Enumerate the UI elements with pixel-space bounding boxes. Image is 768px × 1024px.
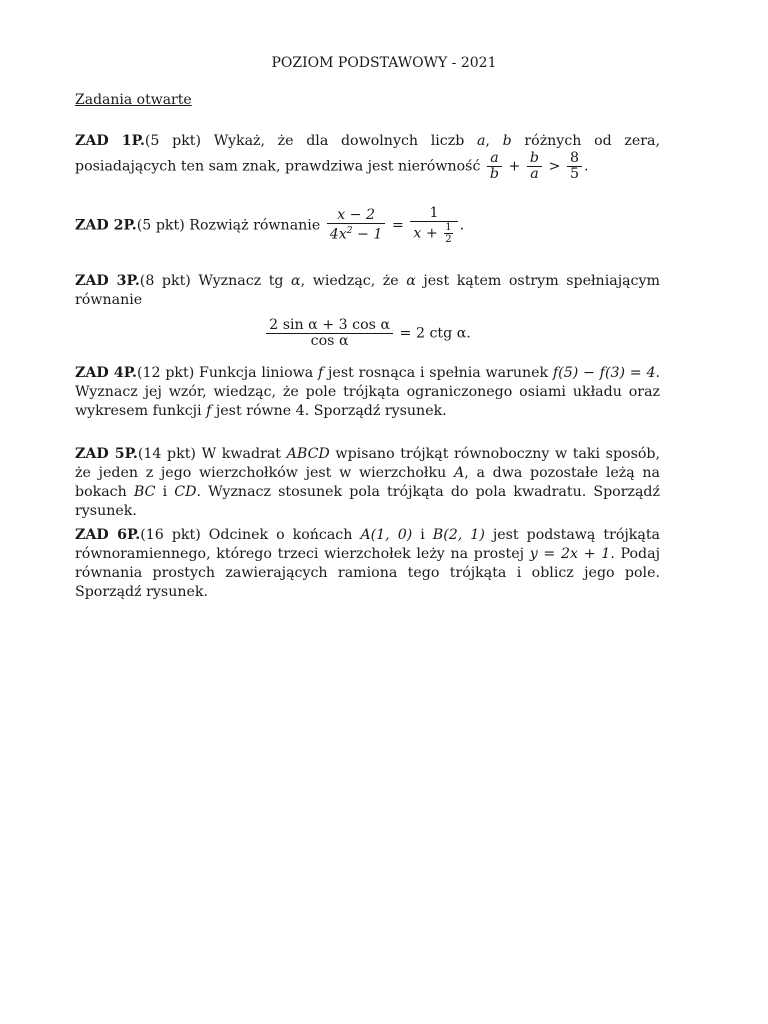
fraction: $\frac{8}{5}$: [567, 151, 582, 182]
task-4: ZAD 4P.(12 pkt) Funkcja liniowa f jest rosnąca i spełnia warunek f(5) − f(3) = 4. Wyznacz jej wzór, wiedząc, że pole trójkąta ograniczonego osiami układu oraz wykresem funkcji f jest równe 4. Sporządź rysunek.: [75, 365, 660, 419]
task-5: ZAD 5P.(14 pkt) W kwadrat ABCD wpisano trójkąt równoboczny w taki sposób, że jeden z jego wierzchołków jest w wierzchołku A, a dwa pozostałe leżą na bokach BC i CD. Wyznacz stosunek pola trójkąta do pola kwadratu. Sporządź rysunek.: [75, 446, 660, 519]
task-points: (5 pkt): [136, 217, 185, 234]
fraction: 1 x + $\frac{1}{2}$: [410, 206, 457, 245]
task-label: ZAD 4P.: [75, 365, 137, 381]
task-points: (12 pkt): [137, 365, 195, 381]
task-label: ZAD 3P.: [75, 273, 140, 289]
fraction: $\frac{x - 2}{4x^2 - 1}$: [327, 208, 386, 243]
task-1: ZAD 1P.(5 pkt) Wykaż, że dla dowolnych liczb a, b różnych od zera, posiadających ten sam znak, prawdziwa jest nierówność $\frac{a}{b}$ + $\frac{b}{a}$ > $\frac{8}{5}$ .: [75, 133, 660, 182]
task-2: ZAD 2P.(5 pkt) Rozwiąż równanie $\frac{x - 2}{4x^2 - 1}$ = 1 x + $\frac{1}{2}$ .: [75, 205, 465, 245]
task-label: ZAD 5P.: [75, 446, 138, 462]
task-points: (14 pkt): [137, 446, 196, 462]
page-title: POZIOM PODSTAWOWY - 2021: [271, 55, 497, 71]
task-label: ZAD 2P.: [75, 217, 137, 234]
task-points: (8 pkt): [139, 273, 191, 289]
task-label: ZAD 6P.: [75, 527, 141, 543]
section-title: Zadania otwarte: [75, 92, 192, 108]
fraction: $\frac{\text{2 sin α + 3 cos α}}{\text{cos α}}$: [266, 318, 393, 349]
task-3: ZAD 3P.(8 pkt) Wyznacz tg α, wiedząc, że α jest kątem ostrym spełniającym równanie $\frac{\text{2 sin α + 3 cos α}}{\text{cos α}}$ = 2 ctg α.: [75, 273, 660, 349]
fraction: $\frac{b}{a}$: [527, 151, 542, 182]
fraction-half: $\frac{1}{2}$: [445, 222, 452, 245]
display-equation: $\frac{\text{2 sin α + 3 cos α}}{\text{cos α}}$ = 2 ctg α.: [75, 318, 660, 349]
task-points: (5 pkt): [144, 133, 202, 149]
fraction: $\frac{a}{b}$: [487, 151, 502, 182]
task-6: ZAD 6P.(16 pkt) Odcinek o końcach A(1, 0) i B(2, 1) jest podstawą trójkąta równoramiennego, którego trzeci wierzchołek leży na prostej y = 2x + 1. Podaj równania prostych zawierających ramiona tego trójkąta i oblicz jego pole. Sporządź rysunek.: [75, 527, 661, 600]
task-points: (16 pkt): [140, 527, 201, 543]
task-label: ZAD 1P.: [75, 133, 145, 149]
